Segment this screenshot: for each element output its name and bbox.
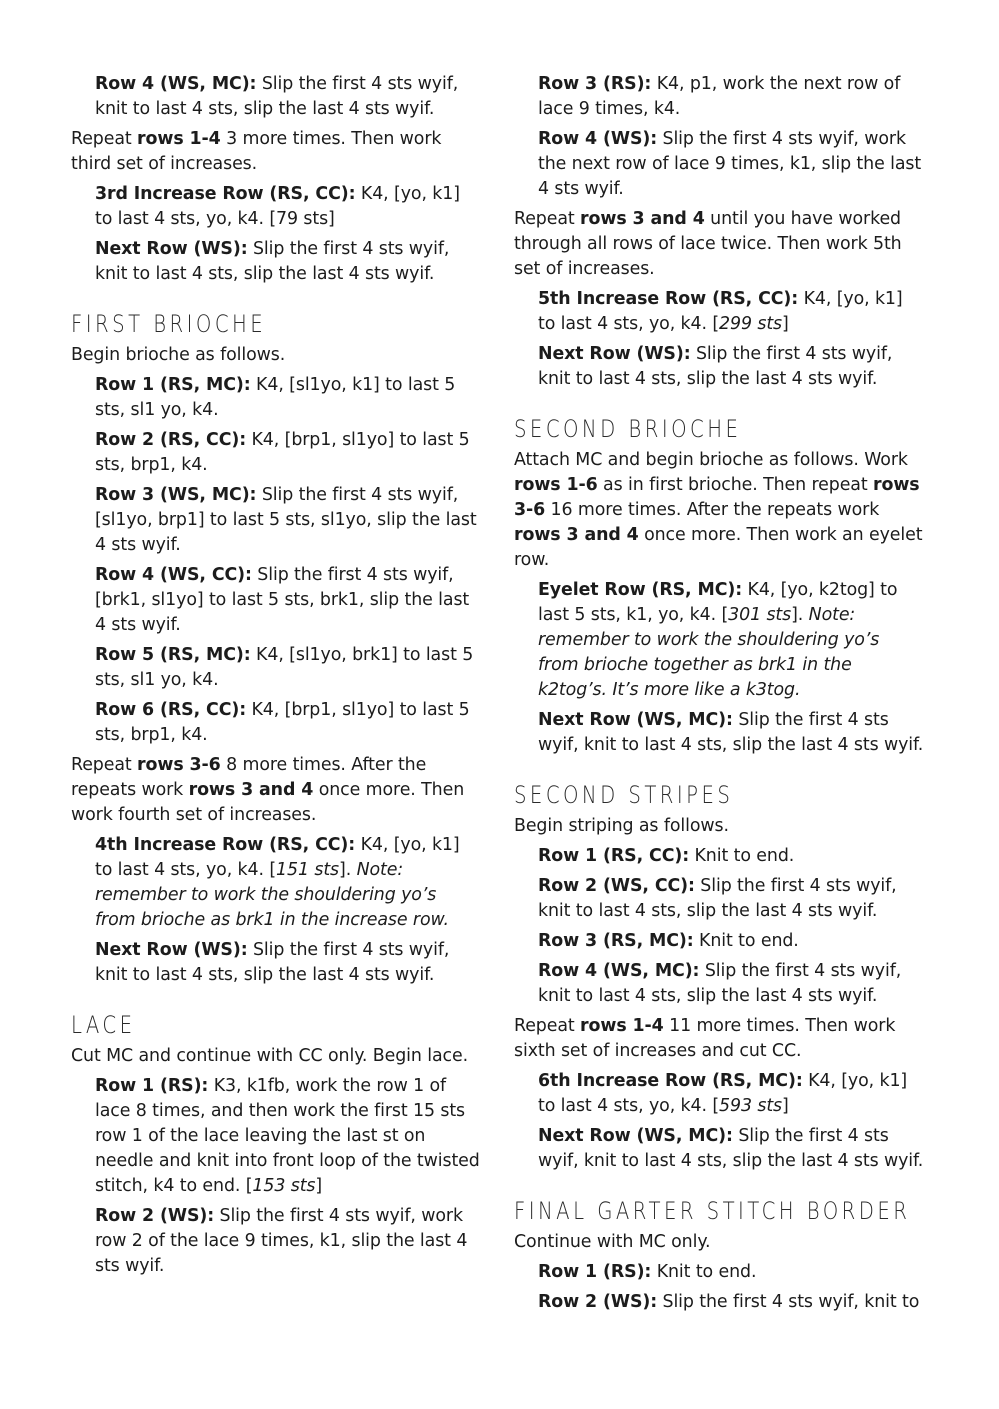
instruction-row: Next Row (WS, MC): Slip the first 4 sts wyif, knit to last 4 sts, slip the last 4 sts wyif. xyxy=(538,1126,924,1171)
instruction-row: Next Row (WS): Slip the first 4 sts wyif, knit to last 4 sts, slip the last 4 sts wyif. xyxy=(95,239,450,284)
left-column xyxy=(71,72,481,1284)
instruction-row: 3rd Increase Row (RS, CC): K4, [yo, k1] to last 4 sts, yo, k4. [79 sts] xyxy=(95,184,460,229)
paragraph: Attach MC and begin brioche as follows. Work rows 1-6 as in first brioche. Then repeat rows 3-6 16 more times. After the repeats work rows 3 and 4 once more. Then work an eyelet row. xyxy=(514,450,923,570)
instruction-row: Row 6 (RS, CC): K4, [brp1, sl1yo] to last 5 sts, brp1, k4. xyxy=(95,700,470,745)
instruction-row: Row 5 (RS, MC): K4, [sl1yo, brk1] to last 5 sts, sl1 yo, k4. xyxy=(95,645,474,690)
instruction-row: Row 2 (WS, CC): Slip the first 4 sts wyif, knit to last 4 sts, slip the last 4 sts wyif. xyxy=(538,876,897,921)
instruction-row: Row 3 (WS, MC): Slip the first 4 sts wyif, [sl1yo, brp1] to last 5 sts, sl1yo, slip the last 4 sts wyif. xyxy=(95,485,477,555)
instruction-row: Row 3 (RS): K4, p1, work the next row of lace 9 times, k4. xyxy=(538,74,901,119)
paragraph: Cut MC and continue with CC only. Begin lace. xyxy=(71,1046,469,1066)
instruction-row: Row 2 (WS): Slip the first 4 sts wyif, work row 2 of the lace 9 times, k1, slip the last 4 sts wyif. xyxy=(95,1206,468,1276)
section-heading-second-brioche: SECOND BRIOCHE xyxy=(514,415,742,443)
paragraph: Repeat rows 3-6 8 more times. After the repeats work rows 3 and 4 once more. Then work fourth set of increases. xyxy=(71,755,465,825)
paragraph: Begin brioche as follows. xyxy=(71,345,286,365)
instruction-row: 6th Increase Row (RS, MC): K4, [yo, k1] to last 4 sts, yo, k4. [593 sts] xyxy=(538,1071,908,1116)
paragraph: Repeat rows 1-4 11 more times. Then work sixth set of increases and cut CC. xyxy=(514,1016,896,1061)
instruction-row: Next Row (WS): Slip the first 4 sts wyif, knit to last 4 sts, slip the last 4 sts wyif. xyxy=(538,344,893,389)
instruction-row: Row 4 (WS, MC): Slip the first 4 sts wyif, knit to last 4 sts, slip the last 4 sts wyif. xyxy=(95,74,459,119)
instruction-row: Row 4 (WS, CC): Slip the first 4 sts wyif, [brk1, sl1yo] to last 5 sts, brk1, slip the last 4 sts wyif. xyxy=(95,565,470,635)
instruction-row: Next Row (WS): Slip the first 4 sts wyif, knit to last 4 sts, slip the last 4 sts wyif. xyxy=(95,940,450,985)
section-heading-first-brioche: FIRST BRIOCHE xyxy=(71,310,267,338)
paragraph: Begin striping as follows. xyxy=(514,816,729,836)
instruction-row: Row 1 (RS, MC): K4, [sl1yo, k1] to last 5 sts, sl1 yo, k4. xyxy=(95,375,456,420)
instruction-row: Row 1 (RS): Knit to end. xyxy=(538,1262,757,1282)
instruction-row: 5th Increase Row (RS, CC): K4, [yo, k1] to last 4 sts, yo, k4. [299 sts] xyxy=(538,289,903,334)
instruction-row: Next Row (WS, MC): Slip the first 4 sts wyif, knit to last 4 sts, slip the last 4 sts wyif. xyxy=(538,710,924,755)
instruction-row: Row 2 (WS): Slip the first 4 sts wyif, knit to xyxy=(538,1292,920,1312)
instruction-row: Eyelet Row (RS, MC): K4, [yo, k2tog] to last 5 sts, k1, yo, k4. [301 sts]. Note: remember to work the shouldering yo’s from brioche together as brk1 in the k2tog’s. It’s more like a k3tog. xyxy=(538,580,898,700)
right-column xyxy=(514,72,924,1320)
instruction-row: Row 1 (RS): K3, k1fb, work the row 1 of lace 8 times, and then work the first 15 sts row 1 of the lace leaving the last st on needle and knit into front loop of the twisted stitch, k4 to end. [153 sts] xyxy=(95,1076,480,1196)
paragraph: Repeat rows 1-4 3 more times. Then work third set of increases. xyxy=(71,129,442,174)
section-heading-final-garter-stitch-border: FINAL GARTER STITCH BORDER xyxy=(514,1197,911,1225)
instruction-row: Row 3 (RS, MC): Knit to end. xyxy=(538,931,799,951)
instruction-row: Row 1 (RS, CC): Knit to end. xyxy=(538,846,795,866)
instruction-row: 4th Increase Row (RS, CC): K4, [yo, k1] to last 4 sts, yo, k4. [151 sts]. Note: remember to work the shouldering yo’s from brioche as brk1 in the increase row. xyxy=(95,835,460,930)
instruction-row: Row 2 (RS, CC): K4, [brp1, sl1yo] to last 5 sts, brp1, k4. xyxy=(95,430,470,475)
instruction-row: Row 4 (WS, MC): Slip the first 4 sts wyif, knit to last 4 sts, slip the last 4 sts wyif. xyxy=(538,961,902,1006)
instruction-row: Row 4 (WS): Slip the first 4 sts wyif, work the next row of lace 9 times, k1, slip the last 4 sts wyif. xyxy=(538,129,922,199)
section-heading-lace: LACE xyxy=(71,1011,136,1039)
paragraph: Repeat rows 3 and 4 until you have worked through all rows of lace twice. Then work 5th set of increases. xyxy=(514,209,902,279)
section-heading-second-stripes: SECOND STRIPES xyxy=(514,781,734,809)
paragraph: Continue with MC only. xyxy=(514,1232,711,1252)
